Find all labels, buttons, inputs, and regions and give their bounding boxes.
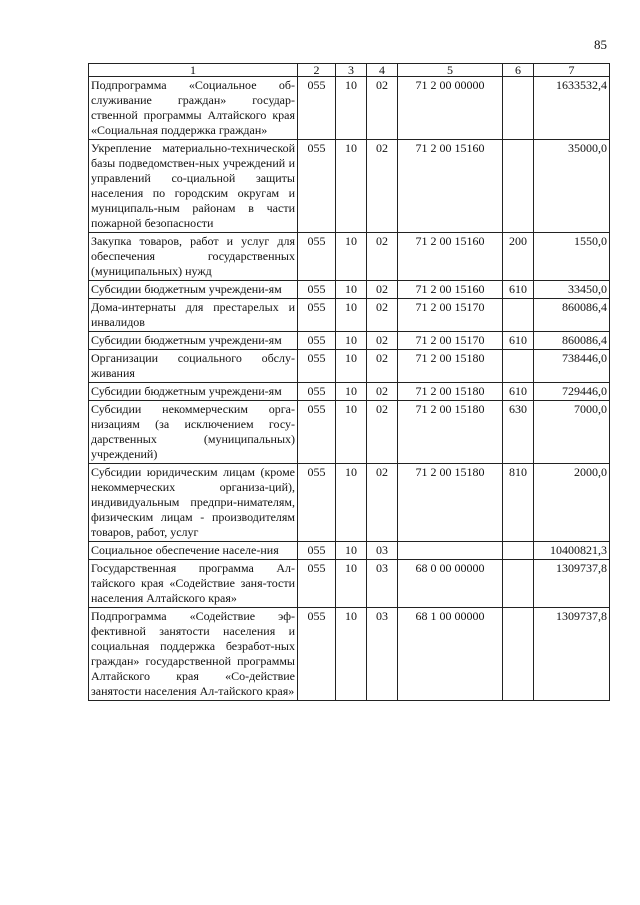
section-code: 10 bbox=[336, 542, 367, 560]
target-item-code: 71 2 00 15160 bbox=[398, 233, 503, 281]
subsection-code: 02 bbox=[367, 464, 398, 542]
amount: 860086,4 bbox=[534, 332, 610, 350]
row-name: Государственная программа Ал-тайского края «Содействие заня-тости населения Алтайского края» bbox=[89, 560, 298, 608]
amount: 2000,0 bbox=[534, 464, 610, 542]
expense-type-code: 810 bbox=[503, 464, 534, 542]
section-code: 10 bbox=[336, 560, 367, 608]
row-name: Дома-интернаты для престарелых и инвалидов bbox=[89, 299, 298, 332]
expense-type-code: 610 bbox=[503, 281, 534, 299]
ministry-code: 055 bbox=[298, 608, 336, 701]
header-row bbox=[89, 64, 610, 77]
row-name: Укрепление материально-технической базы подведомствен-ных учреждений и управлений со-циальной защиты населения по городским округам и муниципаль-ным районам в части пожарной безопасности bbox=[89, 140, 298, 233]
table-row bbox=[89, 560, 610, 608]
ministry-code: 055 bbox=[298, 383, 336, 401]
col-header-6: 6 bbox=[503, 64, 534, 77]
subsection-code: 03 bbox=[367, 608, 398, 701]
expense-type-code bbox=[503, 608, 534, 701]
row-name: Субсидии юридическим лицам (кроме некоммерческих организа-ций), индивидуальным предпри-нимателям, физическим лицам - производителям товаров, работ, услуг bbox=[89, 464, 298, 542]
table-row bbox=[89, 350, 610, 383]
expense-type-code bbox=[503, 350, 534, 383]
section-code: 10 bbox=[336, 383, 367, 401]
table-row bbox=[89, 77, 610, 140]
col-header-3: 3 bbox=[336, 64, 367, 77]
subsection-code: 02 bbox=[367, 401, 398, 464]
section-code: 10 bbox=[336, 332, 367, 350]
row-name: Закупка товаров, работ и услуг для обеспечения государственных (муниципальных) нужд bbox=[89, 233, 298, 281]
row-name: Социальное обеспечение населе-ния bbox=[89, 542, 298, 560]
section-code: 10 bbox=[336, 608, 367, 701]
ministry-code: 055 bbox=[298, 560, 336, 608]
section-code: 10 bbox=[336, 401, 367, 464]
amount: 1309737,8 bbox=[534, 560, 610, 608]
expense-type-code bbox=[503, 542, 534, 560]
section-code: 10 bbox=[336, 140, 367, 233]
expense-type-code bbox=[503, 560, 534, 608]
ministry-code: 055 bbox=[298, 77, 336, 140]
subsection-code: 02 bbox=[367, 332, 398, 350]
col-header-7: 7 bbox=[534, 64, 610, 77]
expense-type-code bbox=[503, 299, 534, 332]
row-name: Субсидии бюджетным учреждени-ям bbox=[89, 332, 298, 350]
subsection-code: 02 bbox=[367, 281, 398, 299]
ministry-code: 055 bbox=[298, 401, 336, 464]
subsection-code: 02 bbox=[367, 299, 398, 332]
amount: 738446,0 bbox=[534, 350, 610, 383]
expense-type-code bbox=[503, 77, 534, 140]
table-row bbox=[89, 332, 610, 350]
table-row bbox=[89, 464, 610, 542]
table-row bbox=[89, 281, 610, 299]
subsection-code: 02 bbox=[367, 140, 398, 233]
section-code: 10 bbox=[336, 299, 367, 332]
ministry-code: 055 bbox=[298, 350, 336, 383]
subsection-code: 02 bbox=[367, 233, 398, 281]
section-code: 10 bbox=[336, 233, 367, 281]
section-code: 10 bbox=[336, 77, 367, 140]
col-header-2: 2 bbox=[298, 64, 336, 77]
amount: 10400821,3 bbox=[534, 542, 610, 560]
subsection-code: 02 bbox=[367, 350, 398, 383]
section-code: 10 bbox=[336, 464, 367, 542]
target-item-code: 71 2 00 15180 bbox=[398, 383, 503, 401]
budget-table bbox=[88, 63, 610, 701]
row-name: Подпрограмма «Содействие эф-фективной занятости населения и социальная поддержка безработ-ных граждан» государственной программы Алтайского края «Со-действие занятости населения Ал-тайского края» bbox=[89, 608, 298, 701]
subsection-code: 02 bbox=[367, 383, 398, 401]
subsection-code: 03 bbox=[367, 542, 398, 560]
ministry-code: 055 bbox=[298, 140, 336, 233]
section-code: 10 bbox=[336, 281, 367, 299]
ministry-code: 055 bbox=[298, 332, 336, 350]
target-item-code: 71 2 00 15160 bbox=[398, 281, 503, 299]
subsection-code: 02 bbox=[367, 77, 398, 140]
ministry-code: 055 bbox=[298, 299, 336, 332]
subsection-code: 03 bbox=[367, 560, 398, 608]
amount: 860086,4 bbox=[534, 299, 610, 332]
target-item-code: 71 2 00 15170 bbox=[398, 332, 503, 350]
target-item-code: 71 2 00 00000 bbox=[398, 77, 503, 140]
target-item-code: 71 2 00 15180 bbox=[398, 464, 503, 542]
expense-type-code: 200 bbox=[503, 233, 534, 281]
amount: 729446,0 bbox=[534, 383, 610, 401]
target-item-code: 71 2 00 15160 bbox=[398, 140, 503, 233]
amount: 35000,0 bbox=[534, 140, 610, 233]
expense-type-code: 610 bbox=[503, 383, 534, 401]
table-row bbox=[89, 401, 610, 464]
table-row bbox=[89, 140, 610, 233]
target-item-code: 68 1 00 00000 bbox=[398, 608, 503, 701]
target-item-code: 68 0 00 00000 bbox=[398, 560, 503, 608]
expense-type-code: 630 bbox=[503, 401, 534, 464]
table-row bbox=[89, 299, 610, 332]
target-item-code: 71 2 00 15180 bbox=[398, 350, 503, 383]
amount: 1309737,8 bbox=[534, 608, 610, 701]
ministry-code: 055 bbox=[298, 542, 336, 560]
ministry-code: 055 bbox=[298, 464, 336, 542]
amount: 33450,0 bbox=[534, 281, 610, 299]
row-name: Организации социального обслу-живания bbox=[89, 350, 298, 383]
target-item-code bbox=[398, 542, 503, 560]
col-header-4: 4 bbox=[367, 64, 398, 77]
target-item-code: 71 2 00 15180 bbox=[398, 401, 503, 464]
ministry-code: 055 bbox=[298, 281, 336, 299]
col-header-1: 1 bbox=[89, 64, 298, 77]
section-code: 10 bbox=[336, 350, 367, 383]
target-item-code: 71 2 00 15170 bbox=[398, 299, 503, 332]
expense-type-code bbox=[503, 140, 534, 233]
table-row bbox=[89, 233, 610, 281]
page-number: 85 bbox=[594, 37, 607, 52]
col-header-5: 5 bbox=[398, 64, 503, 77]
amount: 7000,0 bbox=[534, 401, 610, 464]
table-row bbox=[89, 383, 610, 401]
expense-type-code: 610 bbox=[503, 332, 534, 350]
amount: 1550,0 bbox=[534, 233, 610, 281]
row-name: Субсидии некоммерческим орга-низациям (за исключением госу-дарственных (муниципальных) учреждений) bbox=[89, 401, 298, 464]
amount: 1633532,4 bbox=[534, 77, 610, 140]
row-name: Субсидии бюджетным учреждени-ям bbox=[89, 281, 298, 299]
row-name: Субсидии бюджетным учреждени-ям bbox=[89, 383, 298, 401]
table-row bbox=[89, 608, 610, 701]
ministry-code: 055 bbox=[298, 233, 336, 281]
row-name: Подпрограмма «Социальное об-служивание граждан» государ-ственной программы Алтайского края «Социальная поддержка граждан» bbox=[89, 77, 298, 140]
table-row bbox=[89, 542, 610, 560]
